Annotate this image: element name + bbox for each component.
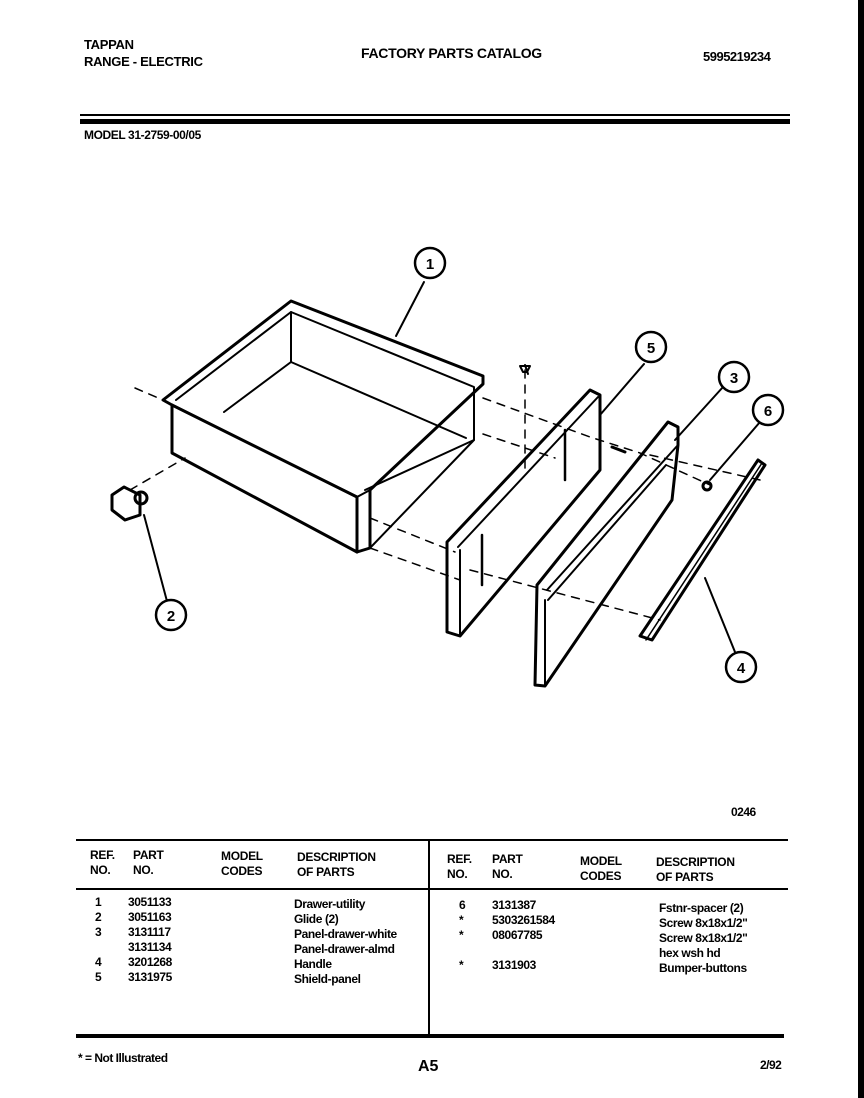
table-top-rule bbox=[76, 839, 788, 841]
header-model-codes: MODEL CODES bbox=[221, 849, 263, 878]
glide-part bbox=[112, 487, 147, 520]
catalog-number: 5995219234 bbox=[703, 49, 771, 64]
revision-date: 2/92 bbox=[760, 1058, 782, 1072]
part-column-right: 3131387 5303261584 08067785 3131903 bbox=[492, 898, 555, 972]
brand-name: TAPPAN bbox=[84, 37, 134, 52]
header-ref-no-right: REF. NO. bbox=[447, 852, 472, 881]
table-bottom-rule bbox=[76, 1034, 784, 1038]
header-part-no: PART NO. bbox=[133, 848, 164, 877]
drawer-panel-part bbox=[535, 422, 678, 686]
ref-column: 1 2 3 4 5 bbox=[95, 895, 102, 984]
header-model-codes-right: MODEL CODES bbox=[580, 854, 622, 883]
spacer-part bbox=[703, 482, 711, 490]
figure-id: 0246 bbox=[731, 805, 756, 819]
callout-2: 2 bbox=[166, 608, 176, 625]
callout-5: 5 bbox=[646, 340, 656, 357]
part-column: 3051133 3051163 3131117 3131134 3201268 3131975 bbox=[128, 895, 172, 984]
page-number: A5 bbox=[418, 1058, 439, 1075]
header-description-right: DESCRIPTION OF PARTS bbox=[656, 855, 735, 884]
header-description: DESCRIPTION OF PARTS bbox=[297, 850, 376, 879]
header-part-no-right: PART NO. bbox=[492, 852, 523, 881]
model-number: MODEL 31-2759-00/05 bbox=[84, 128, 201, 142]
catalog-title: FACTORY PARTS CATALOG bbox=[361, 45, 542, 61]
callout-1: 1 bbox=[425, 256, 435, 273]
table-header-rule bbox=[76, 888, 788, 890]
callout-6: 6 bbox=[763, 403, 773, 420]
callout-3: 3 bbox=[729, 370, 739, 387]
drawer-part bbox=[163, 301, 483, 552]
description-column-right: Fstnr-spacer (2) Screw 8x18x1/2" Screw 8x18x1/2" hex wsh hd Bumper-buttons bbox=[659, 901, 748, 975]
header-ref-no: REF. NO. bbox=[90, 848, 115, 877]
table-column-divider bbox=[428, 841, 430, 1034]
product-line: RANGE - ELECTRIC bbox=[84, 54, 203, 69]
callout-4: 4 bbox=[736, 660, 746, 677]
description-column: Drawer-utility Glide (2) Panel-drawer-white Panel-drawer-almd Handle Shield-panel bbox=[294, 897, 397, 986]
shield-panel-part bbox=[447, 365, 600, 636]
not-illustrated-note: * = Not Illustrated bbox=[78, 1051, 168, 1065]
ref-column-right: 6 * * * bbox=[459, 898, 466, 972]
